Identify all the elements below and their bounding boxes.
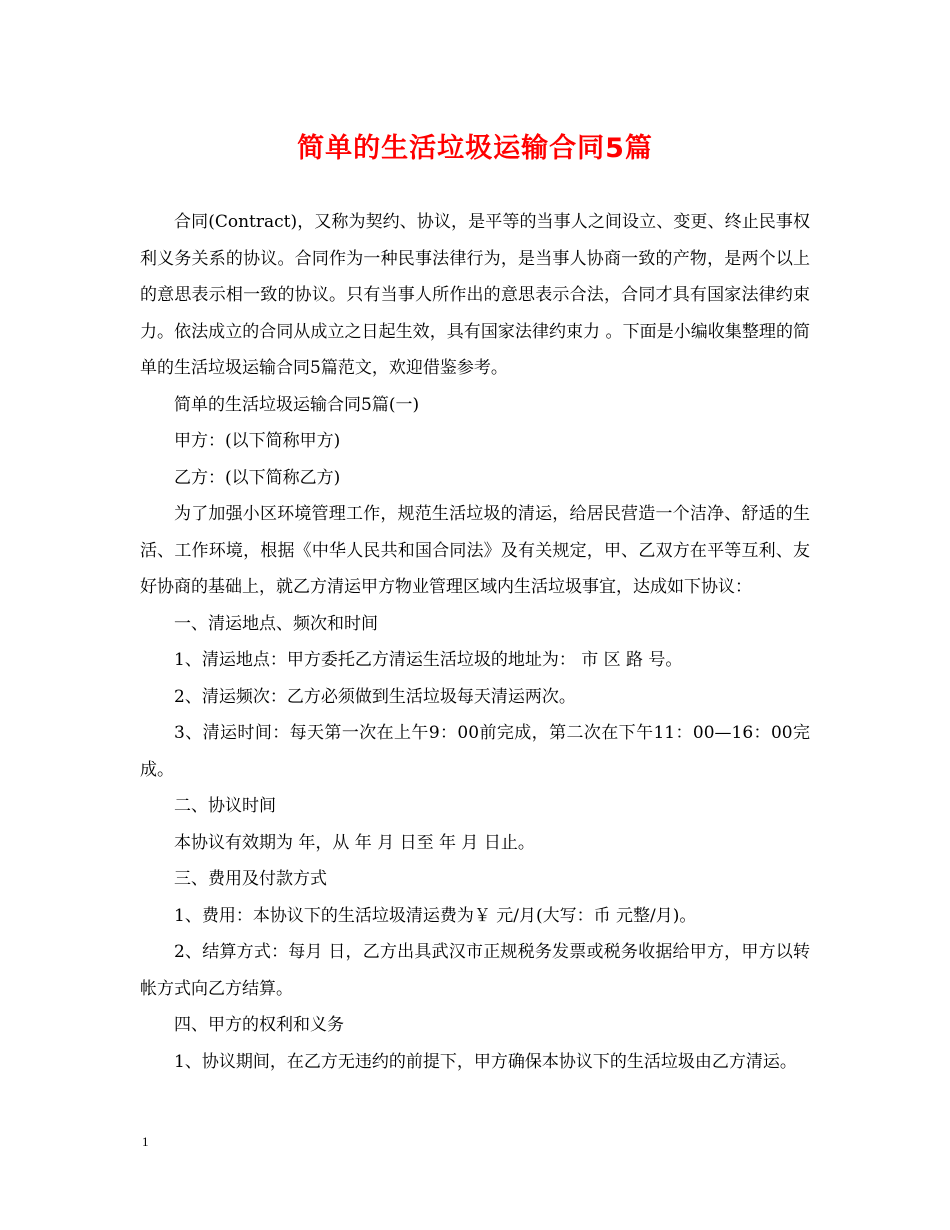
- clause-time: 3、清运时间：每天第一次在上午9：00前完成，第二次在下午11：00—16：00完成。: [140, 723, 810, 780]
- section-heading-4: 四、甲方的权利和义务: [174, 1015, 344, 1035]
- document-body: [140, 204, 810, 1080]
- document-title: 简单的生活垃圾运输合同5篇: [297, 133, 653, 164]
- paragraph-party-a: 甲方：(以下简称甲方): [174, 431, 341, 451]
- section-heading-2: 二、协议时间: [174, 796, 276, 816]
- clause-frequency: 2、清运频次：乙方必须做到生活垃圾每天清运两次。: [174, 686, 576, 707]
- paragraph-intro: 合同(Contract)，又称为契约、协议，是平等的当事人之间设立、变更、终止民事权利义务关系的协议。合同作为一种民事法律行为，是当事人协商一致的产物，是两个以上的意思表示相一致的协议。只有当事人所作出的意思表示合法，合同才具有国家法律约束力。依法成立的合同从成立之日起生效，具有国家法律约束力 。下面是小编收集整理的简单的生活垃圾运输合同5篇范文，欢迎借鉴参考。: [140, 212, 810, 378]
- clause-fee: 1、费用：本协议下的生活垃圾清运费为￥ 元/月(大写：币 元整/月)。: [174, 905, 697, 926]
- paragraph-party-b: 乙方：(以下简称乙方): [174, 467, 341, 488]
- clause-party-a-rights: 1、协议期间，在乙方无违约的前提下，甲方确保本协议下的生活垃圾由乙方清运。: [174, 1051, 797, 1072]
- section-heading-1: 一、清运地点、频次和时间: [174, 613, 378, 634]
- clause-location: 1、清运地点：甲方委托乙方清运生活垃圾的地址为： 市 区 路 号。: [174, 650, 683, 670]
- paragraph-preamble: 为了加强小区环境管理工作，规范生活垃圾的清运，给居民营造一个洁净、舒适的生活、工作环境，根据《中华人民共和国合同法》及有关规定，甲、乙双方在平等互利、友好协商的基础上，就乙方清运甲方物业管理区域内生活垃圾事宜，达成如下协议：: [140, 504, 810, 597]
- page-number: 1: [142, 1134, 149, 1149]
- section-heading-3: 三、费用及付款方式: [174, 869, 327, 889]
- clause-term: 本协议有效期为 年，从 年 月 日至 年 月 日止。: [174, 832, 535, 853]
- paragraph-contract-heading: 简单的生活垃圾运输合同5篇(一): [174, 394, 420, 415]
- clause-settlement: 2、结算方式：每月 日，乙方出具武汉市正规税务发票或税务收据给甲方，甲方以转帐方式向乙方结算。: [140, 942, 810, 999]
